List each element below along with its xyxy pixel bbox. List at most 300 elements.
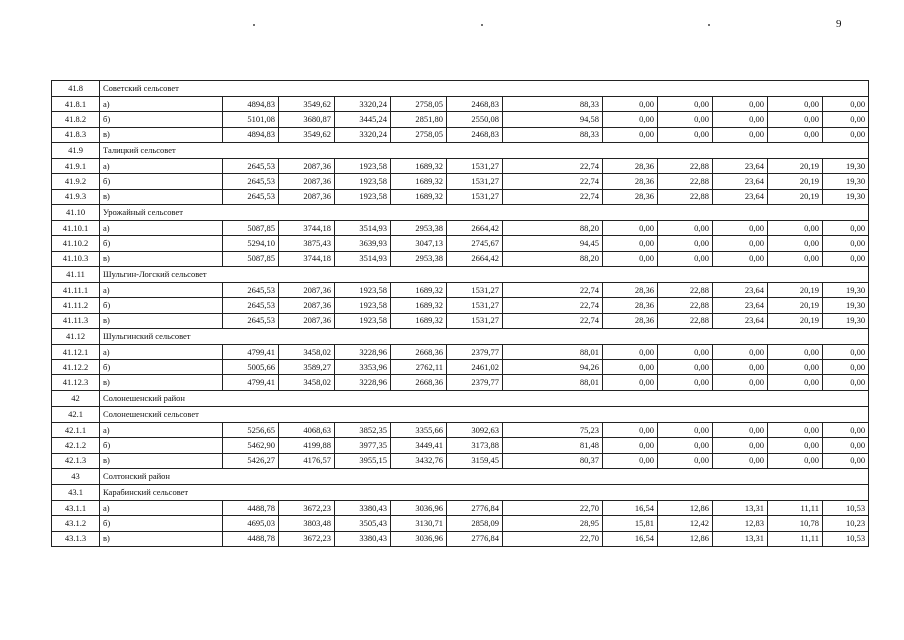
section-header-row [52,266,869,282]
value-cell: 1531,27 [447,189,503,204]
value-cell: 88,20 [503,221,603,236]
value-cell: 28,36 [603,283,658,298]
row-code: 43 [52,468,100,484]
row-variant: а) [100,159,223,174]
value-cell: 3458,02 [279,344,335,359]
value-cell: 5087,85 [223,251,279,266]
value-cell: 20,19 [768,283,823,298]
value-cell: 3549,62 [279,127,335,142]
value-cell: 3639,93 [335,236,391,251]
value-cell: 0,00 [603,453,658,468]
value-cell: 2379,77 [447,375,503,390]
value-cell: 0,00 [603,438,658,453]
value-cell: 4894,83 [223,127,279,142]
section-header-row [52,485,869,501]
value-cell: 0,00 [823,375,869,390]
value-cell: 0,00 [603,236,658,251]
value-cell: 0,00 [603,127,658,142]
value-cell: 22,88 [658,189,713,204]
row-code: 41.8.3 [52,127,100,142]
value-cell: 20,19 [768,174,823,189]
value-cell: 2668,36 [391,344,447,359]
value-cell: 22,88 [658,298,713,313]
row-code: 43.1.2 [52,516,100,531]
value-cell: 0,00 [768,438,823,453]
value-cell: 3449,41 [391,438,447,453]
section-header-row [52,81,869,97]
row-code: 41.11.3 [52,313,100,328]
value-cell: 3320,24 [335,97,391,112]
value-cell: 0,00 [603,360,658,375]
value-cell: 5005,66 [223,360,279,375]
value-cell: 1923,58 [335,189,391,204]
value-cell: 13,31 [713,501,768,516]
value-cell: 0,00 [823,423,869,438]
row-code: 42.1.1 [52,423,100,438]
row-code: 41.11.1 [52,283,100,298]
value-cell: 12,86 [658,501,713,516]
value-cell: 3875,43 [279,236,335,251]
value-cell: 10,53 [823,531,869,546]
value-cell: 3380,43 [335,531,391,546]
value-cell: 0,00 [658,236,713,251]
value-cell: 3672,23 [279,531,335,546]
value-cell: 3549,62 [279,97,335,112]
value-cell: 3514,93 [335,221,391,236]
row-code: 41.11.2 [52,298,100,313]
value-cell: 2953,38 [391,221,447,236]
value-cell: 5462,90 [223,438,279,453]
value-cell: 22,88 [658,283,713,298]
value-cell: 19,30 [823,159,869,174]
value-cell: 2858,09 [447,516,503,531]
value-cell: 0,00 [823,438,869,453]
value-cell: 28,36 [603,174,658,189]
value-cell: 0,00 [823,97,869,112]
value-cell: 0,00 [658,127,713,142]
value-cell: 28,36 [603,189,658,204]
value-cell: 10,78 [768,516,823,531]
value-cell: 23,64 [713,313,768,328]
value-cell: 1531,27 [447,313,503,328]
table-row [52,127,869,142]
value-cell: 1531,27 [447,174,503,189]
table-row [52,453,869,468]
value-cell: 1689,32 [391,174,447,189]
value-cell: 2645,53 [223,174,279,189]
scan-dot [253,24,255,26]
value-cell: 4799,41 [223,344,279,359]
value-cell: 88,20 [503,251,603,266]
value-cell: 2087,36 [279,174,335,189]
tariff-table [51,80,869,547]
value-cell: 0,00 [603,97,658,112]
row-variant: а) [100,423,223,438]
value-cell: 0,00 [768,221,823,236]
value-cell: 2645,53 [223,298,279,313]
value-cell: 3744,18 [279,251,335,266]
row-code: 41.10.2 [52,236,100,251]
table-row [52,423,869,438]
value-cell: 0,00 [768,360,823,375]
value-cell: 4799,41 [223,375,279,390]
value-cell: 28,36 [603,313,658,328]
value-cell: 12,86 [658,531,713,546]
value-cell: 19,30 [823,189,869,204]
row-variant: б) [100,174,223,189]
value-cell: 88,01 [503,375,603,390]
value-cell: 0,00 [658,375,713,390]
value-cell: 23,64 [713,174,768,189]
value-cell: 5294,10 [223,236,279,251]
value-cell: 3672,23 [279,501,335,516]
value-cell: 0,00 [713,423,768,438]
value-cell: 22,88 [658,159,713,174]
value-cell: 2645,53 [223,189,279,204]
value-cell: 16,54 [603,531,658,546]
value-cell: 2762,11 [391,360,447,375]
value-cell: 3130,71 [391,516,447,531]
value-cell: 0,00 [713,236,768,251]
section-title: Шульгинский сельсовет [100,328,869,344]
value-cell: 3228,96 [335,375,391,390]
value-cell: 3159,45 [447,453,503,468]
row-variant: в) [100,375,223,390]
value-cell: 1689,32 [391,298,447,313]
row-code: 41.12.3 [52,375,100,390]
row-variant: в) [100,251,223,266]
value-cell: 20,19 [768,159,823,174]
value-cell: 2851,80 [391,112,447,127]
row-variant: в) [100,453,223,468]
page-number: 9 [836,18,842,30]
value-cell: 4894,83 [223,97,279,112]
section-title: Карабинский сельсовет [100,485,869,501]
row-variant: б) [100,236,223,251]
value-cell: 1923,58 [335,283,391,298]
value-cell: 2664,42 [447,221,503,236]
row-code: 41.8 [52,81,100,97]
section-title: Советский сельсовет [100,81,869,97]
row-variant: а) [100,221,223,236]
section-header-row [52,406,869,422]
value-cell: 0,00 [823,112,869,127]
value-cell: 0,00 [768,423,823,438]
value-cell: 20,19 [768,313,823,328]
value-cell: 0,00 [823,127,869,142]
row-code: 41.12 [52,328,100,344]
value-cell: 22,74 [503,313,603,328]
value-cell: 1689,32 [391,283,447,298]
value-cell: 94,58 [503,112,603,127]
row-variant: в) [100,313,223,328]
value-cell: 3432,76 [391,453,447,468]
row-code: 43.1.3 [52,531,100,546]
value-cell: 5101,08 [223,112,279,127]
section-header-row [52,390,869,406]
value-cell: 0,00 [768,344,823,359]
value-cell: 22,70 [503,531,603,546]
value-cell: 3036,96 [391,501,447,516]
value-cell: 1689,32 [391,189,447,204]
value-cell: 2468,83 [447,97,503,112]
value-cell: 0,00 [658,221,713,236]
value-cell: 0,00 [713,438,768,453]
value-cell: 0,00 [658,360,713,375]
value-cell: 15,81 [603,516,658,531]
value-cell: 1531,27 [447,159,503,174]
table-row [52,97,869,112]
value-cell: 3353,96 [335,360,391,375]
value-cell: 28,95 [503,516,603,531]
value-cell: 12,42 [658,516,713,531]
value-cell: 0,00 [603,344,658,359]
section-title: Шульгин-Логский сельсовет [100,266,869,282]
value-cell: 0,00 [768,97,823,112]
value-cell: 0,00 [603,423,658,438]
row-variant: в) [100,189,223,204]
row-code: 41.9.3 [52,189,100,204]
value-cell: 94,26 [503,360,603,375]
row-variant: б) [100,298,223,313]
value-cell: 3355,66 [391,423,447,438]
value-cell: 88,01 [503,344,603,359]
value-cell: 0,00 [603,112,658,127]
value-cell: 0,00 [603,251,658,266]
value-cell: 22,88 [658,313,713,328]
value-cell: 1531,27 [447,298,503,313]
value-cell: 3514,93 [335,251,391,266]
table-row [52,251,869,266]
value-cell: 94,45 [503,236,603,251]
row-code: 41.10.3 [52,251,100,266]
row-variant: б) [100,438,223,453]
value-cell: 1531,27 [447,283,503,298]
value-cell: 2668,36 [391,375,447,390]
value-cell: 22,88 [658,174,713,189]
value-cell: 2087,36 [279,159,335,174]
row-code: 41.9 [52,142,100,158]
value-cell: 2087,36 [279,283,335,298]
value-cell: 0,00 [768,236,823,251]
value-cell: 0,00 [658,453,713,468]
value-cell: 1923,58 [335,313,391,328]
value-cell: 2664,42 [447,251,503,266]
value-cell: 22,74 [503,189,603,204]
row-code: 41.8.1 [52,97,100,112]
table-row [52,531,869,546]
value-cell: 12,83 [713,516,768,531]
value-cell: 0,00 [768,375,823,390]
value-cell: 2758,05 [391,127,447,142]
value-cell: 0,00 [768,251,823,266]
value-cell: 2645,53 [223,159,279,174]
value-cell: 0,00 [658,423,713,438]
value-cell: 0,00 [713,344,768,359]
value-cell: 3036,96 [391,531,447,546]
row-code: 41.8.2 [52,112,100,127]
value-cell: 4488,78 [223,531,279,546]
value-cell: 3047,13 [391,236,447,251]
row-variant: в) [100,127,223,142]
value-cell: 3320,24 [335,127,391,142]
value-cell: 2645,53 [223,313,279,328]
value-cell: 22,70 [503,501,603,516]
value-cell: 0,00 [658,344,713,359]
value-cell: 23,64 [713,159,768,174]
value-cell: 2087,36 [279,298,335,313]
value-cell: 2087,36 [279,189,335,204]
value-cell: 0,00 [823,251,869,266]
table-row [52,298,869,313]
value-cell: 13,31 [713,531,768,546]
value-cell: 0,00 [713,251,768,266]
value-cell: 19,30 [823,313,869,328]
table-row [52,159,869,174]
value-cell: 3977,35 [335,438,391,453]
section-title: Солтонский район [100,468,869,484]
value-cell: 20,19 [768,298,823,313]
table-row [52,344,869,359]
value-cell: 2461,02 [447,360,503,375]
section-title: Солонешенский район [100,390,869,406]
section-header-row [52,142,869,158]
value-cell: 16,54 [603,501,658,516]
row-variant: б) [100,112,223,127]
section-header-row [52,204,869,220]
value-cell: 0,00 [768,112,823,127]
table-body [52,81,869,547]
value-cell: 80,37 [503,453,603,468]
value-cell: 0,00 [713,375,768,390]
value-cell: 3589,27 [279,360,335,375]
value-cell: 2379,77 [447,344,503,359]
row-code: 41.11 [52,266,100,282]
value-cell: 3380,43 [335,501,391,516]
value-cell: 3955,15 [335,453,391,468]
row-variant: а) [100,283,223,298]
value-cell: 2953,38 [391,251,447,266]
value-cell: 0,00 [768,453,823,468]
value-cell: 0,00 [823,236,869,251]
value-cell: 2758,05 [391,97,447,112]
value-cell: 75,23 [503,423,603,438]
row-code: 41.9.2 [52,174,100,189]
value-cell: 1923,58 [335,159,391,174]
value-cell: 3173,88 [447,438,503,453]
value-cell: 0,00 [823,344,869,359]
value-cell: 0,00 [713,127,768,142]
value-cell: 10,53 [823,501,869,516]
value-cell: 3803,48 [279,516,335,531]
row-code: 41.10 [52,204,100,220]
value-cell: 0,00 [713,360,768,375]
value-cell: 2776,84 [447,501,503,516]
value-cell: 3445,24 [335,112,391,127]
row-code: 42.1.3 [52,453,100,468]
row-variant: в) [100,531,223,546]
row-variant: а) [100,97,223,112]
value-cell: 22,74 [503,159,603,174]
value-cell: 19,30 [823,174,869,189]
table-row [52,174,869,189]
value-cell: 3852,35 [335,423,391,438]
value-cell: 0,00 [823,360,869,375]
row-variant: б) [100,360,223,375]
section-title: Урожайный сельсовет [100,204,869,220]
table-row [52,112,869,127]
scan-dot [708,24,710,26]
value-cell: 3092,63 [447,423,503,438]
value-cell: 4068,63 [279,423,335,438]
value-cell: 1689,32 [391,159,447,174]
row-code: 41.12.2 [52,360,100,375]
row-code: 42 [52,390,100,406]
value-cell: 0,00 [658,97,713,112]
table-row [52,360,869,375]
table-row [52,189,869,204]
value-cell: 0,00 [713,221,768,236]
row-code: 42.1.2 [52,438,100,453]
table-row [52,221,869,236]
section-title: Солонешенский сельсовет [100,406,869,422]
value-cell: 20,19 [768,189,823,204]
value-cell: 4488,78 [223,501,279,516]
row-code: 41.12.1 [52,344,100,359]
value-cell: 88,33 [503,127,603,142]
value-cell: 2776,84 [447,531,503,546]
value-cell: 81,48 [503,438,603,453]
table-row [52,283,869,298]
value-cell: 88,33 [503,97,603,112]
section-header-row [52,328,869,344]
row-variant: а) [100,344,223,359]
value-cell: 2468,83 [447,127,503,142]
value-cell: 2745,67 [447,236,503,251]
row-code: 42.1 [52,406,100,422]
value-cell: 1689,32 [391,313,447,328]
value-cell: 3458,02 [279,375,335,390]
value-cell: 0,00 [713,112,768,127]
value-cell: 2645,53 [223,283,279,298]
table-row [52,501,869,516]
table-row [52,313,869,328]
table-row [52,516,869,531]
value-cell: 28,36 [603,159,658,174]
row-code: 41.10.1 [52,221,100,236]
value-cell: 1923,58 [335,298,391,313]
value-cell: 1923,58 [335,174,391,189]
value-cell: 28,36 [603,298,658,313]
value-cell: 0,00 [603,375,658,390]
value-cell: 4199,88 [279,438,335,453]
value-cell: 2550,08 [447,112,503,127]
table-row [52,438,869,453]
value-cell: 0,00 [603,221,658,236]
row-code: 41.9.1 [52,159,100,174]
value-cell: 23,64 [713,298,768,313]
section-title: Талицкий сельсовет [100,142,869,158]
value-cell: 5426,27 [223,453,279,468]
value-cell: 0,00 [658,112,713,127]
row-variant: б) [100,516,223,531]
value-cell: 5087,85 [223,221,279,236]
value-cell: 23,64 [713,189,768,204]
value-cell: 22,74 [503,174,603,189]
value-cell: 0,00 [823,221,869,236]
row-code: 43.1.1 [52,501,100,516]
scan-dot [481,24,483,26]
